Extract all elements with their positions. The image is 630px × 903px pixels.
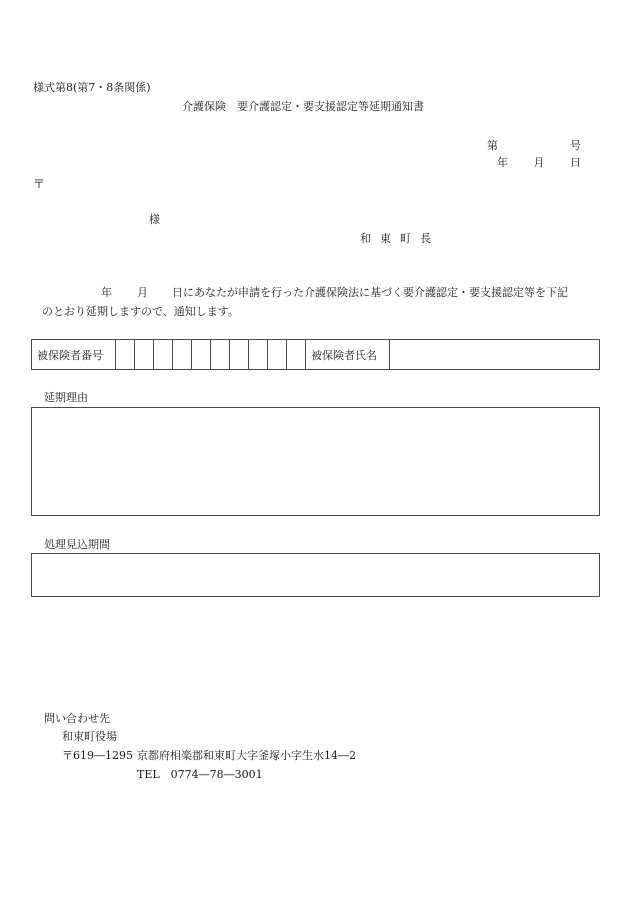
number-suffix: 号 bbox=[570, 139, 581, 152]
document-number bbox=[487, 140, 581, 151]
postal-mark: 〒 bbox=[33, 177, 46, 191]
insured-number-digit-3[interactable] bbox=[154, 340, 173, 370]
body-line-1 bbox=[101, 287, 568, 298]
contact-tel: TEL 0774―78―3001 bbox=[137, 768, 263, 781]
body-year: 年 bbox=[101, 286, 112, 299]
insured-number-digit-10[interactable] bbox=[287, 340, 306, 370]
document-title: 介護保険 要介護認定・要支援認定等延期通知書 bbox=[182, 100, 424, 113]
insured-number-digit-7[interactable] bbox=[230, 340, 249, 370]
date-day: 日 bbox=[570, 156, 581, 169]
insured-number-digit-5[interactable] bbox=[192, 340, 211, 370]
insured-info-table bbox=[31, 339, 600, 370]
addressee-suffix: 様 bbox=[149, 213, 160, 226]
contact-heading: 問い合わせ先 bbox=[44, 712, 110, 725]
insured-number-label: 被保険者番号 bbox=[32, 340, 116, 370]
reason-box[interactable] bbox=[31, 407, 600, 516]
insured-number-digit-9[interactable] bbox=[268, 340, 287, 370]
contact-zip: 〒619―1295 bbox=[62, 749, 133, 762]
insured-number-digit-1[interactable] bbox=[116, 340, 135, 370]
form-number: 様式第8(第7・8条関係) bbox=[33, 81, 151, 94]
number-prefix: 第 bbox=[487, 139, 498, 152]
date-month: 月 bbox=[533, 156, 545, 169]
body-month: 月 bbox=[137, 286, 148, 299]
reason-label: 延期理由 bbox=[44, 391, 88, 404]
insured-number-digit-8[interactable] bbox=[249, 340, 268, 370]
period-label: 処理見込期間 bbox=[44, 538, 110, 551]
contact-address: 京都府相楽郡和束町大字釜塚小字生水14―2 bbox=[137, 749, 356, 762]
insured-number-digit-4[interactable] bbox=[173, 340, 192, 370]
period-box[interactable] bbox=[31, 553, 600, 597]
document-date bbox=[497, 157, 581, 168]
body-line-1-text: 日にあなたが申請を行った介護保険法に基づく要介護認定・要支援認定等を下記 bbox=[172, 286, 568, 299]
date-year: 年 bbox=[497, 156, 508, 169]
insured-name-field[interactable] bbox=[390, 340, 600, 370]
insured-number-digit-6[interactable] bbox=[211, 340, 230, 370]
contact-office: 和束町役場 bbox=[62, 730, 117, 743]
body-line-2: のとおり延期しますので、通知します。 bbox=[42, 305, 239, 318]
insured-number-digit-2[interactable] bbox=[135, 340, 154, 370]
sender-name: 和東町長 bbox=[360, 232, 440, 245]
insured-name-label: 被保険者氏名 bbox=[306, 340, 390, 370]
